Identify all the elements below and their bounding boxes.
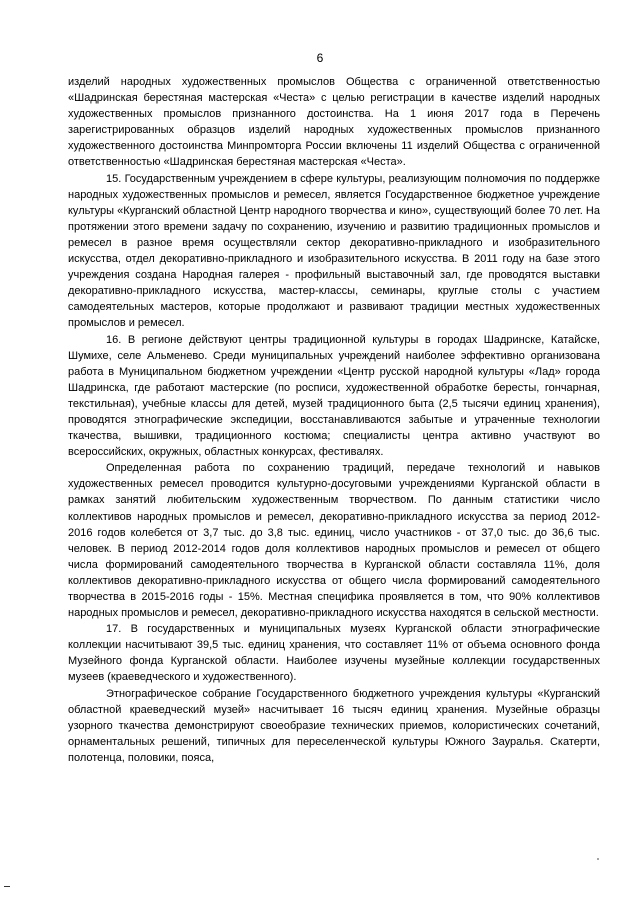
paragraph-17: 17. В государственных и муниципальных музеях Курганской области этнографические коллекции насчитывают 39,5 тыс. единиц хранения, что составляет 11% от объема основного фонда Музейного фонда Курганской области. Наиболее изучены музейные коллекции государственных музеев (краеведческого и художественного).: [68, 623, 600, 684]
paragraph-15: 15. Государственным учреждением в сфере культуры, реализующим полномочия по поддержке народных художественных промыслов и ремесел, является Государственное бюджетное учреждение культуры «Курганский областной Центр народного творчества и кино», существующий более 70 лет. На протяжении этого времени задачу по сохранению, изучению и развитию традиционных промыслов и ремесел в разное время осуществляли сектор декоративно-прикладного и изобразительного искусства, отдел декоративно-прикладного и изобразительного искусства. В 2011 году на базе этого учреждения создана Народная галерея - профильный выставочный зал, где проводятся выставки декоративно-прикладного искусства, мастер-классы, семинары, круглые столы с участием самодеятельных мастеров, которые продолжают и развивают традиции местных художественных промыслов и ремесел.: [68, 172, 600, 330]
document-body: [68, 74, 600, 766]
margin-mark: [4, 886, 10, 887]
paragraph-amateur-creativity: Определенная работа по сохранению традиций, передаче технологий и навыков художественных ремесел проводится культурно-досуговыми учреждениями Курганской области в рамках занятий любительским художественным творчеством. По данным статистики число коллективов народных промыслов и ремесел, декоративно-прикладного искусства за период 2012-2016 годов колебется от 3,7 тыс. до 3,8 тыс. единиц, число участников - от 37,0 тыс. до 36,6 тыс. человек. В период 2012-2014 годов доля коллективов народных промыслов и ремесел от общего числа формирований самодеятельного творчества в Курганской области составляла 11%, доля коллективов декоративно-прикладного искусства от общего числа формирований самодеятельного творчества в 2015-2016 годы - 15%. Местная специфика проявляется в том, что 90% коллективов народных промыслов и ремесел, декоративно-прикладного искусства находятся в сельской местности.: [68, 462, 600, 620]
paragraph-continuation: изделий народных художественных промыслов Общества с ограниченной ответственностью «Шадринская берестяная мастерская «Честа» с целью регистрации в качестве изделий народных художественных промыслов признанного достоинства. На 1 июня 2017 года в Перечень зарегистрированных образцов изделий народных художественных промыслов признанного художественного достоинства Минпромторга России включены 11 изделий Общества с ограниченной ответственностью «Шадринская берестяная мастерская «Честа».: [68, 76, 600, 169]
scan-dot: [597, 858, 599, 860]
paragraph-ethnographic-collection: Этнографическое собрание Государственного бюджетного учреждения культуры «Курганский областной краеведческий музей» насчитывает 16 тысяч единиц хранения. Музейные образцы узорного ткачества демонстрируют своеобразие технических приемов, колористических сочетаний, орнаментальных решений, типичных для переселенческой культуры Южного Зауралья. Скатерти, полотенца, половики, пояса,: [68, 687, 600, 764]
paragraph-16: 16. В регионе действуют центры традиционной культуры в городах Шадринске, Катайске, Шумихе, селе Альменево. Среди муниципальных учреждений наиболее эффективно организована работа в Муниципальном бюджетном учреждении «Центр русской народной культуры «Лад» города Шадринска, где работают мастерские (по росписи, художественной обработке бересты, гончарная, текстильная), учебные классы для детей, музей традиционного быта (2,5 тысячи единиц хранения), проводятся этнографические экспедиции, восстанавливаются забытые и утраченные технологии ткачества, вышивки, традиционного костюма; специалисты центра активно участвуют во всероссийских, окружных, областных конкурсах, фестивалях.: [68, 333, 600, 459]
page-number: 6: [316, 51, 324, 65]
